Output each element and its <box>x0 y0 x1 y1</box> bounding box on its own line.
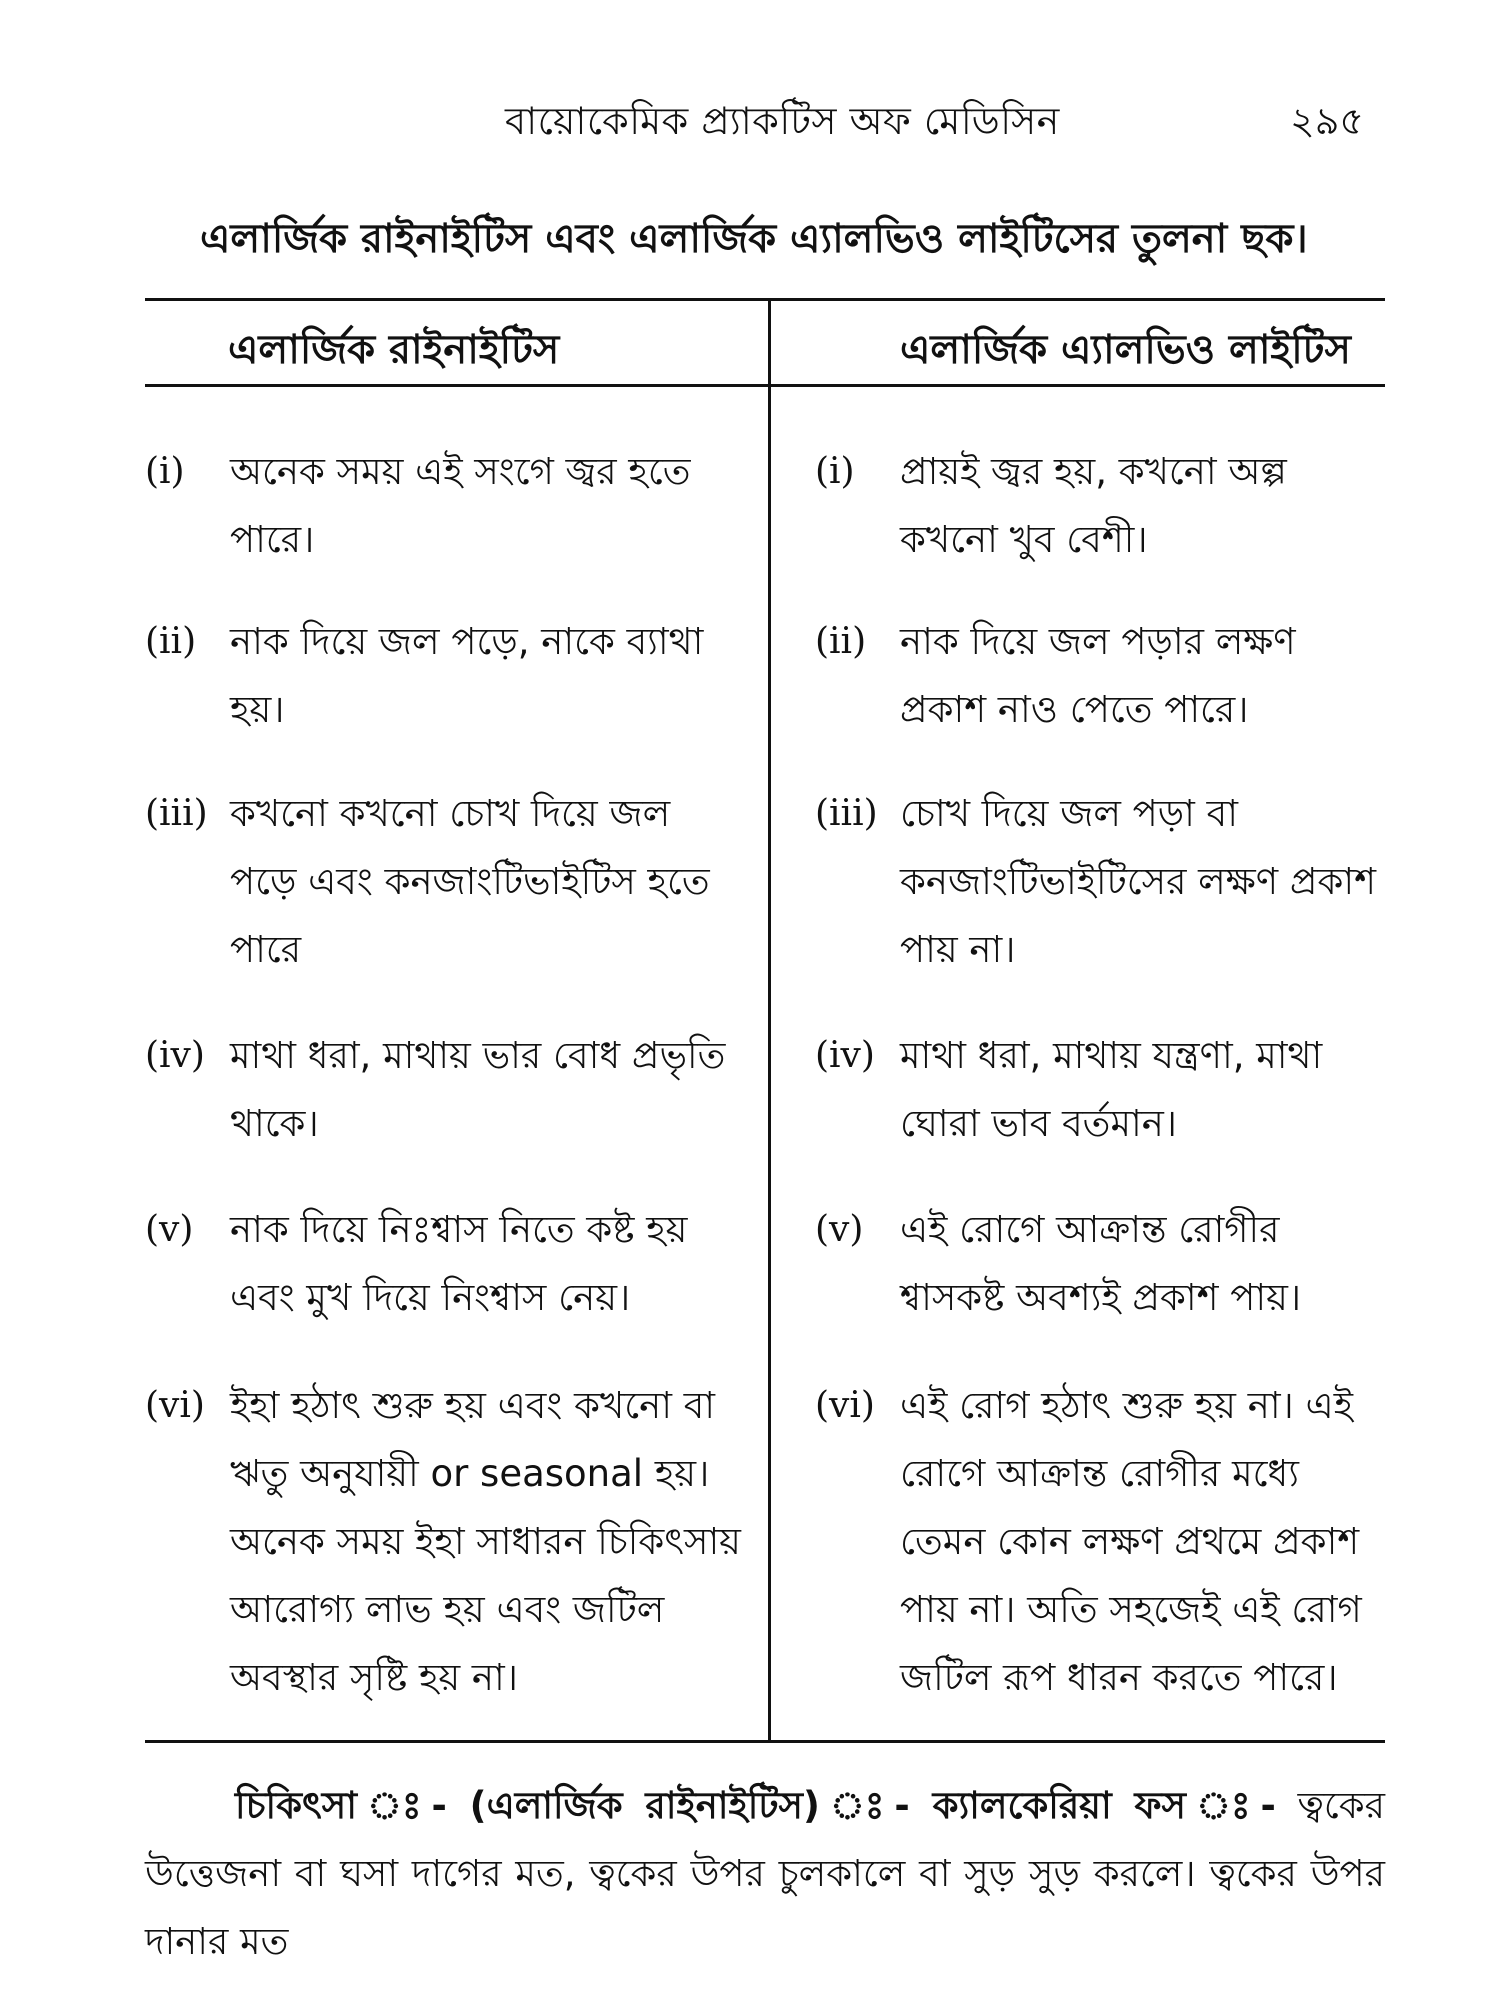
table-row <box>815 1196 1385 1332</box>
treatment-text: ত্বকের উত্তেজনা বা ঘসা দাগের মত, ত্বকের উপর চুলকালে বা সুড় সুড় করলে। ত্বকের উপর দানার মত <box>145 1784 1385 1963</box>
table-row <box>145 780 745 984</box>
item-number: (v) <box>145 1209 194 1250</box>
item-text: কখনো কখনো চোখ দিয়ে জল পড়ে এবং কনজাংটিভাইটিস হতে পারে <box>230 792 710 971</box>
table-row <box>145 1196 745 1332</box>
item-text: ইহা হঠাৎ শুরু হয় এবং কখনো বা ঋতু অনুযায়ী or seasonal হয়। অনেক সময় ইহা সাধারন চিকিৎসায় আরোগ্য লাভ হয় এবং জটিল অবস্থার সৃষ্টি হয় না। <box>230 1384 741 1699</box>
item-text: নাক দিয়ে জল পড়ার লক্ষণ প্রকাশ নাও পেতে পারে। <box>900 620 1296 731</box>
item-number: (vi) <box>145 1385 205 1426</box>
table-column-divider <box>768 298 771 1743</box>
table-row <box>145 438 745 574</box>
item-number: (ii) <box>145 621 197 662</box>
table-row <box>815 1022 1385 1158</box>
table-row <box>815 438 1385 574</box>
item-text: মাথা ধরা, মাথায় ভার বোধ প্রভৃতি থাকে। <box>230 1034 726 1145</box>
item-text: চোখ দিয়ে জল পড়া বা কনজাংটিভাইটিসের লক্ষণ প্রকাশ পায় না। <box>900 792 1376 971</box>
table-row <box>815 1372 1385 1712</box>
item-number: (i) <box>815 451 855 492</box>
item-text: মাথা ধরা, মাথায় যন্ত্রণা, মাথা ঘোরা ভাব বর্তমান। <box>900 1034 1323 1145</box>
item-number: (iv) <box>815 1035 875 1076</box>
item-text: নাক দিয়ে জল পড়ে, নাকে ব্যাথা হয়। <box>230 620 704 731</box>
item-text: অনেক সময় এই সংগে জ্বর হতে পারে। <box>230 450 691 561</box>
column-header-right: এলার্জিক এ্যালভিও লাইটিস <box>900 327 1351 373</box>
table-top-rule <box>145 298 1385 301</box>
item-number: (ii) <box>815 621 867 662</box>
page-number: ২৯৫ <box>1290 99 1365 143</box>
item-text: নাক দিয়ে নিঃশ্বাস নিতে কষ্ট হয় এবং মুখ দিয়ে নিংশ্বাস নেয়। <box>230 1208 688 1319</box>
treatment-paragraph <box>145 1772 1385 1976</box>
item-number: (vi) <box>815 1385 875 1426</box>
table-row <box>145 1372 745 1712</box>
item-text: এই রোগে আক্রান্ত রোগীর শ্বাসকষ্ট অবশ্যই প্রকাশ পায়। <box>900 1208 1302 1319</box>
item-number: (v) <box>815 1209 864 1250</box>
item-text: প্রায়ই জ্বর হয়, কখনো অল্প কখনো খুব বেশী। <box>900 450 1287 561</box>
table-bottom-rule <box>145 1740 1385 1743</box>
treatment-heading: চিকিৎসা ঃ- (এলার্জিক রাইনাইটিস) ঃ- ক্যালকেরিয়া ফস ঃ- <box>235 1784 1276 1827</box>
column-header-left: এলার্জিক রাইনাইটিস <box>228 327 560 373</box>
item-number: (iii) <box>145 793 208 834</box>
table-title: এলার্জিক রাইনাইটিস এবং এলার্জিক এ্যালভিও লাইটিসের তুলনা ছক। <box>200 216 1308 262</box>
table-row <box>815 608 1385 744</box>
item-number: (i) <box>145 451 185 492</box>
item-text: এই রোগ হঠাৎ শুরু হয় না। এই রোগে আক্রান্ত রোগীর মধ্যে তেমন কোন লক্ষণ প্রথমে প্রকাশ পায় না। অতি সহজেই এই রোগ জটিল রূপ ধারন করতে পারে। <box>900 1384 1362 1699</box>
table-row <box>145 608 745 744</box>
item-number: (iv) <box>145 1035 205 1076</box>
table-row <box>815 780 1385 984</box>
item-number: (iii) <box>815 793 878 834</box>
running-head: বায়োকেমিক প্র্যাকটিস অফ মেডিসিন <box>505 99 1060 143</box>
table-row <box>145 1022 745 1158</box>
